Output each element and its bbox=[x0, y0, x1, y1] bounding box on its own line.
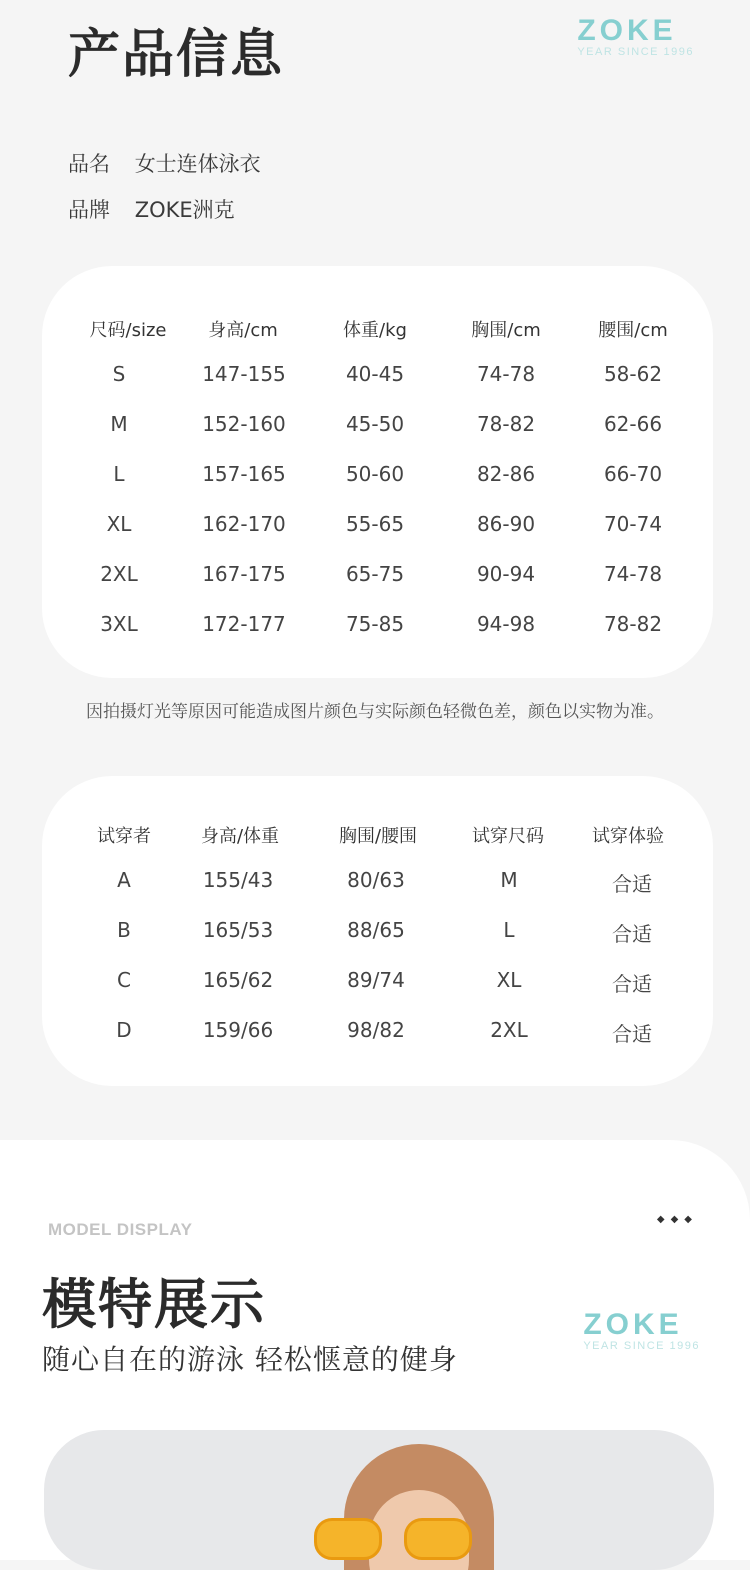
table-cell: L bbox=[503, 918, 515, 942]
table-cell: 90-94 bbox=[476, 562, 536, 586]
table-cell: 157-165 bbox=[202, 462, 286, 486]
size-header-cell: 身高/cm bbox=[208, 320, 278, 341]
model-display-label: MODEL DISPLAY bbox=[48, 1220, 193, 1239]
table-cell: 78-82 bbox=[476, 412, 536, 436]
table-cell: 58-62 bbox=[603, 362, 663, 386]
table-cell: C bbox=[117, 968, 131, 992]
size-header-cell: 体重/kg bbox=[343, 320, 407, 341]
tryon-header-cell: 身高/体重 bbox=[200, 826, 280, 847]
table-cell: 2XL bbox=[490, 1018, 528, 1042]
table-cell: 66-70 bbox=[603, 462, 663, 486]
table-cell: L bbox=[113, 462, 125, 486]
table-cell: B bbox=[117, 918, 131, 942]
table-cell: 75-85 bbox=[345, 612, 405, 636]
table-row bbox=[42, 512, 713, 552]
brand-logo bbox=[577, 14, 694, 58]
table-row bbox=[42, 1018, 713, 1058]
table-cell: 合适 bbox=[612, 972, 652, 996]
product-name-line bbox=[68, 148, 261, 178]
table-cell: 50-60 bbox=[345, 462, 405, 486]
tryon-header-cell: 试穿者 bbox=[97, 826, 151, 847]
table-cell: 82-86 bbox=[476, 462, 536, 486]
table-cell: 98/82 bbox=[347, 1018, 405, 1042]
size-header-cell: 尺码/size bbox=[89, 320, 167, 341]
product-brand-line bbox=[68, 194, 235, 224]
table-row bbox=[42, 968, 713, 1008]
table-cell: 45-50 bbox=[345, 412, 405, 436]
model-display-title: 模特展示 bbox=[42, 1273, 266, 1336]
table-cell: 147-155 bbox=[202, 362, 286, 386]
table-row bbox=[42, 412, 713, 452]
table-cell: 159/66 bbox=[202, 1018, 274, 1042]
table-cell: 94-98 bbox=[476, 612, 536, 636]
table-cell: A bbox=[117, 868, 131, 892]
table-cell: D bbox=[116, 1018, 132, 1042]
product-name-label: 品名 bbox=[68, 152, 110, 176]
table-cell: 162-170 bbox=[202, 512, 286, 536]
table-row bbox=[42, 612, 713, 652]
table-cell: M bbox=[500, 868, 518, 892]
table-cell: S bbox=[112, 362, 126, 386]
table-row bbox=[42, 562, 713, 602]
model-photo bbox=[44, 1430, 714, 1570]
table-cell: 165/62 bbox=[202, 968, 274, 992]
table-cell: 78-82 bbox=[603, 612, 663, 636]
table-cell: 55-65 bbox=[345, 512, 405, 536]
table-cell: M bbox=[110, 412, 128, 436]
size-header-cell: 腰围/cm bbox=[598, 320, 668, 341]
sunglasses-icon bbox=[314, 1518, 474, 1558]
table-cell: 155/43 bbox=[202, 868, 274, 892]
product-name-value: 女士连体泳衣 bbox=[134, 152, 261, 176]
table-cell: 88/65 bbox=[347, 918, 405, 942]
logo-tagline: YEAR SINCE 1996 bbox=[583, 1340, 700, 1352]
product-brand-label: 品牌 bbox=[68, 198, 110, 222]
table-cell: 合适 bbox=[612, 872, 652, 896]
size-table-card bbox=[42, 266, 713, 678]
tryon-header-cell: 试穿体验 bbox=[592, 826, 664, 847]
table-cell: 3XL bbox=[100, 612, 138, 636]
table-cell: 89/74 bbox=[347, 968, 405, 992]
table-cell: 80/63 bbox=[347, 868, 405, 892]
table-cell: 86-90 bbox=[476, 512, 536, 536]
tryon-table-header bbox=[42, 822, 713, 862]
page-title: 产品信息 bbox=[68, 25, 285, 85]
brand-logo-secondary bbox=[583, 1308, 700, 1352]
table-row bbox=[42, 868, 713, 908]
size-header-cell: 胸围/cm bbox=[471, 320, 541, 341]
color-disclaimer: 因拍摄灯光等原因可能造成图片颜色与实际颜色轻微色差，颜色以实物为准。 bbox=[86, 702, 664, 722]
table-cell: 65-75 bbox=[345, 562, 405, 586]
logo-wordmark: ZOKE bbox=[577, 14, 677, 47]
table-cell: 2XL bbox=[100, 562, 138, 586]
tryon-header-cell: 试穿尺码 bbox=[472, 826, 544, 847]
product-brand-value: ZOKE洲克 bbox=[134, 198, 235, 222]
table-cell: 62-66 bbox=[603, 412, 663, 436]
logo-tagline: YEAR SINCE 1996 bbox=[577, 46, 694, 58]
size-table-header bbox=[42, 316, 713, 356]
table-cell: 172-177 bbox=[202, 612, 286, 636]
tryon-table-card bbox=[42, 776, 713, 1086]
tryon-header-cell: 胸围/腰围 bbox=[338, 826, 418, 847]
logo-wordmark: ZOKE bbox=[583, 1308, 683, 1341]
table-cell: 167-175 bbox=[202, 562, 286, 586]
table-cell: 165/53 bbox=[202, 918, 274, 942]
table-row bbox=[42, 918, 713, 958]
table-cell: 70-74 bbox=[603, 512, 663, 536]
table-cell: XL bbox=[496, 968, 522, 992]
table-cell: 74-78 bbox=[476, 362, 536, 386]
table-cell: 合适 bbox=[612, 922, 652, 946]
decorative-dots-icon: ◆◆◆ bbox=[656, 1214, 698, 1225]
table-cell: 152-160 bbox=[202, 412, 286, 436]
table-cell: XL bbox=[106, 512, 132, 536]
table-cell: 40-45 bbox=[345, 362, 405, 386]
table-cell: 74-78 bbox=[603, 562, 663, 586]
table-row bbox=[42, 362, 713, 402]
model-display-subtitle: 随心自在的游泳 轻松惬意的健身 bbox=[42, 1343, 458, 1376]
table-row bbox=[42, 462, 713, 502]
table-cell: 合适 bbox=[612, 1022, 652, 1046]
